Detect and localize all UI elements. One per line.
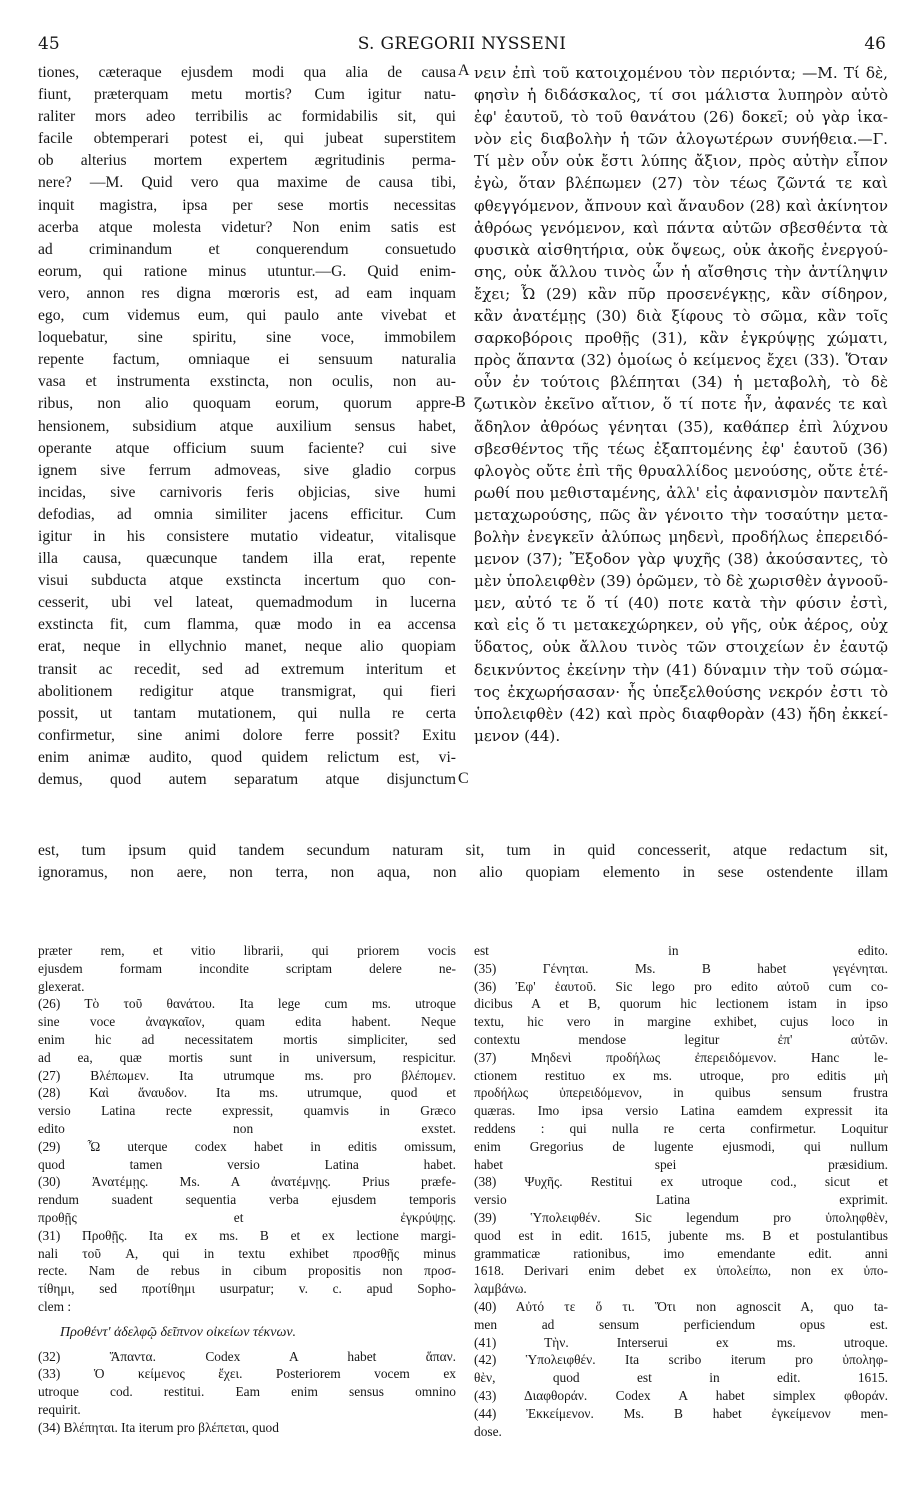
latin-text-line: vero, annon res digna mœroris est, ad eam inquam <box>38 284 456 302</box>
footnotes-left-column <box>38 942 456 1437</box>
page-number-left: 45 <box>38 34 60 54</box>
latin-text-line: facile obtemperari potest ei, qui jubeat superstitem <box>38 130 456 148</box>
greek-text-column <box>474 62 888 747</box>
greek-text-line: μενον (37); Ἔξοδον γὰρ ψυχῆς (38) ἀκούσαντες, τὸ <box>474 550 888 569</box>
footnote-line: versio Latina exprimit. <box>474 1192 888 1208</box>
footnote-line: sine voce ἀναγκαῖον, quam edita habent. Neque <box>38 1014 456 1030</box>
latin-text-line: visui subducta atque exstincta incertum quo con- <box>38 572 456 590</box>
latin-text-line: operante atque officium suum faciente? cui sive <box>38 439 456 457</box>
latin-text-line: demus, quod autem separatum atque disjunctum <box>38 771 456 788</box>
latin-text-line: possit, ut tantam mutationem, qui nulla re certa <box>38 704 456 722</box>
footnote-line: τίθημι, sed προτίθημι usurpatur; v. c. apud Sopho- <box>38 1281 456 1297</box>
greek-text-line: ζωτικὸν ἐκεῖνο αἴτιον, ὅ τί ποτε ἦν, ἀφανές τε καὶ <box>474 395 888 414</box>
latin-text-line: illa causa, quæcunque tandem illa erat, repente <box>38 550 456 568</box>
latin-text-line: cesserit, ubi vel lateat, quemadmodum in lucerna <box>38 594 456 612</box>
footnote-line: requirit. <box>38 1401 81 1417</box>
greek-text-line: κἂν ἀνατέμῃς (30) διὰ ξίφους τὸ σῶμα, κἂν τοῖς <box>474 307 888 326</box>
greek-text-line: τος ἐκχωρήσασαν· ἧς ὑπεξελθούσης νεκρόν ἐστι τὸ <box>474 682 888 701</box>
footnote-line: quæras. Imo ipsa versio Latina eamdem expressit ita <box>474 1103 888 1119</box>
greek-text-line: δεικνύντος ἐκείνην τὴν (41) δύναμιν τὴν τοῦ σώμα- <box>474 660 888 679</box>
footnotes-right-column <box>474 942 888 1440</box>
footnote-line: grammaticæ rationibus, imo emendante edit. anni <box>474 1245 888 1261</box>
greek-text-line: νειν ἐπὶ τοῦ κατοιχομένου τὸν περιόντα; —M. Τί δὲ, <box>474 64 888 82</box>
latin-text-line: ribus, non alio quoquam eorum, quorum appre- <box>38 395 456 413</box>
footnote-line: ad ea, quæ mortis sunt in universum, respicitur. <box>38 1049 456 1065</box>
greek-text-line: φησὶν ἡ διδάσκαλος, τί σοι μάλιστα λυπηρὸν αὐτὸ <box>474 86 888 105</box>
greek-text-line: μὲν ὑπολειφθὲν (39) ὁρῶμεν, τὸ δὲ χωρισθὲν ἀγνοοῦ- <box>474 572 888 591</box>
footnote-line: (28) Καὶ ἄναυδον. Ita ms. utrumque, quod et <box>38 1085 456 1101</box>
footnote-line: utroque cod. restitui. Eam enim sensus omnino <box>38 1384 456 1400</box>
footnote-line: versio Latina recte expressit, quamvis in Græco <box>38 1103 456 1119</box>
greek-text-line: ρωθί που μεθισταμένης, ἀλλ' εἰς ἀφανισμὸν παντελῆ <box>474 483 888 502</box>
greek-text-line: ἐγὼ, ὅταν βλέπωμεν (27) τὸν τέως ζῶντά τε καὶ <box>474 174 888 193</box>
latin-text-line: nere? —M. Quid vero qua maxime de causa tibi, <box>38 174 456 192</box>
footnote-line: recte. Nam de rebus in cibum propositis non προσ- <box>38 1263 456 1279</box>
footnote-line: (43) Διαφθοράν. Codex A habet simplex φθοράν. <box>474 1387 888 1403</box>
latin-text-line: incidas, sive carnivoris feris objicias, sive humi <box>38 483 456 501</box>
footnote-line: est in edito. <box>474 943 888 958</box>
footnote-line: glexerat. <box>38 978 85 994</box>
full-width-line: est, tum ipsum quid tandem secundum naturam sit, tum in quid concesserit, atque redactum sit, <box>38 842 888 859</box>
footnote-line: edito non exstet. <box>38 1120 456 1136</box>
footnote-line: enim Gregorius de lugente ejusmodi, qui nullum <box>474 1138 888 1154</box>
page-number-right: 46 <box>864 34 886 54</box>
footnote-line: προθῇς et ἐγκρύψῃς. <box>38 1209 456 1225</box>
greek-text-line: οὖν ἐν τούτοις βλέπηται (34) ἡ μεταβολὴ, τὸ δὲ <box>474 373 888 392</box>
page-header <box>38 34 886 56</box>
footnote-line: (39) Ὑπολειφθέν. Sic legendum pro ὑποληφθὲν, <box>474 1209 888 1225</box>
greek-text-line: σης, οὐκ ἄλλου τινὸς ὧν ἡ αἴσθησις τὴν ἀντίληψιν <box>474 262 888 281</box>
latin-text-line: fiunt, præterquam metu mortis? Cum igitur natu- <box>38 86 456 104</box>
footnote-line: (32) Ἅπαντα. Codex A habet ἅπαν. <box>38 1348 456 1364</box>
latin-text-line: erat, neque in ellychnio manet, neque alio quopiam <box>38 638 456 656</box>
greek-text-line: ἄδηλον ἀθρόως γένηται (35), καθάπερ ἐπὶ λύχνου <box>474 417 888 436</box>
latin-text-line: ego, cum videmus eum, qui paulo ante vivebat et <box>38 307 456 325</box>
footnote-line: (42) Ὑπολειφθέν. Ita scribo iterum pro ὑποληφ- <box>474 1352 888 1368</box>
footnote-line: rendum suadent sequentia verba ejusdem temporis <box>38 1192 456 1208</box>
footnote-line: quod tamen versio Latina habet. <box>38 1156 456 1172</box>
footnote-line: (36) Ἐφ' ἑαυτοῦ. Sic lego pro edito αὐτοῦ cum co- <box>474 978 888 994</box>
latin-text-line: enim animæ audito, quod quidem relictum est, vi- <box>38 748 456 766</box>
footnote-line: (44) Ἐκκείμενον. Ms. B habet ἐγκείμενον men- <box>474 1405 888 1421</box>
full-width-text <box>38 840 888 884</box>
latin-text-line: ad criminandum et conquerendum consuetudo <box>38 240 456 258</box>
footnote-line: θὲν, quod est in edit. 1615. <box>474 1370 888 1386</box>
latin-text-line: ignem sive ferrum admoveas, sive gladio corpus <box>38 461 456 479</box>
greek-text-line: ὕδατος, οὐκ ἄλλου τινὸς τῶν στοιχείων ἐν ἑαυτῷ <box>474 638 888 657</box>
footnote-line: (29) Ὦ uterque codex habet in editis omissum, <box>38 1138 456 1154</box>
footnote-line: dicibus A et B, quorum hic lectionem istam in ipso <box>474 996 888 1012</box>
footnote-line: (26) Τὸ τοῦ θανάτου. Ita lege cum ms. utroque <box>38 996 456 1012</box>
latin-text-line: hensionem, subsidium atque auxilium sensus habet, <box>38 417 456 435</box>
footnote-line: quod est in edit. 1615, jubente ms. B et postulantibus <box>474 1227 888 1243</box>
greek-text-line: ἔχει; Ὦ (29) κἂν πῦρ προσενέγκῃς, κἂν σίδηρον, <box>474 284 888 303</box>
footnote-line: contextu mendose legitur ἐπ' αὐτῶν. <box>474 1031 888 1047</box>
footnote-line: (38) Ψυχῆς. Restitui ex utroque cod., sicut et <box>474 1174 888 1190</box>
footnote-line: textu, hic vero in margine exhibet, cujus loco in <box>474 1014 888 1030</box>
greek-text-line: καὶ εἰς ὅ τι μετακεχώρηκεν, οὐ γῆς, οὐκ ἀέρος, οὐχ <box>474 616 888 635</box>
greek-text-line: μενον (44). <box>474 726 561 745</box>
margin-marker-c: C <box>458 770 469 787</box>
greek-text-line: φυσικὰ αἰσθητήρια, οὐκ ὄψεως, οὐκ ἀκοῆς ἐνεργού- <box>474 240 888 259</box>
greek-text-line: σαρκοβόροις προθῇς (31), κἂν ἐγκρύψῃς χώματι, <box>474 329 888 348</box>
footnote-line: enim hic ad necessitatem mortis simpliciter, sed <box>38 1031 456 1047</box>
footnote-line: λαμβάνω. <box>474 1281 527 1297</box>
sophocles-quote: Προθέντ' ἀδελφῷ δεῖπνον οἰκείων τέκνων. <box>60 1324 297 1340</box>
latin-text-line: inquit magistra, ipsa per sese mortis necessitas <box>38 196 456 214</box>
latin-text-line: confirmetur, sine animi dolore ferre possit? Exitu <box>38 726 456 744</box>
footnote-line: προδήλως ὑπερειδόμενον, in quibus sensum frustra <box>474 1085 888 1101</box>
footnote-line: 1618. Derivari enim debet ex ὑπολείπω, non ex ὑπο- <box>474 1263 888 1279</box>
footnote-line: (30) Ἀνατέμῃς. Ms. A ἀνατέμνῃς. Prius præfe- <box>38 1174 456 1190</box>
footnote-line: dose. <box>474 1423 502 1439</box>
greek-text-line: ἐφ' ἑαυτοῦ, τὸ τοῦ θανάτου (26) δοκεῖ; οὐ γὰρ ἱκα- <box>474 108 888 127</box>
footnote-line: (33) Ὁ κείμενος ἔχει. Posteriorem vocem ex <box>38 1366 456 1382</box>
running-title: S. GREGORII NYSSENI <box>357 34 567 54</box>
latin-text-line: repente factum, omniaque ei sensuum naturalia <box>38 351 456 369</box>
greek-text-line: πρὸς ἅπαντα (32) ὁμοίως ὁ κείμενος ἔχει (33). Ὅταν <box>474 351 888 370</box>
latin-text-line: acerba atque molesta videtur? Non enim satis est <box>38 218 456 236</box>
greek-text-line: μεν, αὐτό τε ὅ τί (40) ποτε κατὰ τὴν φύσιν ἐστὶ, <box>474 594 888 613</box>
greek-text-line: Τί μὲν οὖν οὐκ ἔστι λύπης ἄξιον, πρὸς αὐτὴν εἶπον <box>474 152 888 171</box>
footnote-line: nali τοῦ A, qui in textu exhibet προσθῇς minus <box>38 1245 456 1261</box>
footnote-line: men ad sensum perficiendum opus est. <box>474 1316 888 1332</box>
footnote-line: (27) Βλέπωμεν. Ita utrumque ms. pro βλέπομεν. <box>38 1067 456 1083</box>
latin-text-line: exstincta fit, cum flamma, quæ modo in ea accensa <box>38 616 456 634</box>
footnote-line: (37) Μηδενὶ προδήλως ἐπερειδόμενον. Hanc le- <box>474 1049 888 1065</box>
latin-text-line: eorum, qui ratione minus utuntur.—G. Quid enim- <box>38 262 456 280</box>
greek-text-line: ὑπολειφθὲν (42) καὶ πρὸς διαφθορὰν (43) ἤδη ἐκκεί- <box>474 704 888 723</box>
greek-text-line: νὸν εἰς διαβολὴν ἡ τῶν ἀλογωτέρων συνήθεια.—Γ. <box>474 130 888 149</box>
footnote-line: (31) Προθῇς. Ita ex ms. B et ex lectione margi- <box>38 1227 456 1243</box>
greek-text-line: φθεγγόμενον, ἄπνουν καὶ ἄναυδον (28) καὶ ἀκίνητον <box>474 196 888 215</box>
latin-text-line: tiones, cæteraque ejusdem modi qua alia de causa <box>38 64 456 81</box>
latin-text-line: ob alterius mortem expertem ægritudinis perma- <box>38 152 456 170</box>
footnote-line: ctionem restituo ex ms. utroque, pro editis μὴ <box>474 1067 888 1083</box>
latin-text-line: loquebatur, sine spiritu, sine voce, immobilem <box>38 329 456 347</box>
footnote-line: clem : <box>38 1298 72 1314</box>
greek-text-line: ἀθρόως γενόμενον, καὶ πάντα αὐτῶν σβεσθέντα τὰ <box>474 218 888 237</box>
latin-text-line: abolitionem redigitur atque transmigrat, qui fieri <box>38 682 456 700</box>
latin-text-line: vasa et instrumenta exstincta, non oculis, non au- <box>38 373 456 391</box>
latin-text-line: transit ac recedit, sed ad extremum interitum et <box>38 660 456 678</box>
latin-text-column <box>38 62 456 791</box>
footnote-line: præter rem, et vitio librarii, qui priorem vocis <box>38 943 456 958</box>
latin-text-line: raliter mors adeo terribilis ac formidabilis sit, qui <box>38 108 456 126</box>
footnote-line: ejusdem formam incondite scriptam delere ne- <box>38 960 456 976</box>
full-width-line: ignoramus, non aere, non terra, non aqua, non alio quopiam elemento in sese ostendente illam <box>38 864 888 882</box>
footnote-line: (41) Τὴν. Interserui ex ms. utroque. <box>474 1334 888 1350</box>
footnote-line: (35) Γένηται. Ms. B habet γεγένηται. <box>474 960 888 976</box>
greek-text-line: σβεσθέντος τῆς τέως ἐξαπτομένης ἐφ' ἑαυτοῦ (36) <box>474 439 888 458</box>
footnote-line: (40) Αὐτό τε ὅ τι. Ὅτι non agnoscit A, quo ta- <box>474 1298 888 1314</box>
greek-text-line: φλογὸς οὔτε ἐπὶ τῆς θρυαλλίδος μενούσης, οὔτε ἑτέ- <box>474 461 888 480</box>
footnote-line: (34) Βλέπηται. Ita iterum pro βλέπεται, quod <box>38 1419 279 1435</box>
latin-text-line: defodias, ad omnia similiter jacens efficitur. Cum <box>38 505 456 523</box>
footnote-line: habet spei præsidium. <box>474 1156 888 1172</box>
latin-text-line: igitur in his consistere mutatio videatur, vitalisque <box>38 527 456 545</box>
greek-text-line: βολὴν ἐνεγκεῖν ἀλύπως μηδενὶ, προδήλως ἐπερειδό- <box>474 527 888 546</box>
greek-text-line: μεταχωρούσης, πῶς ἂν γένοιτο τὴν τοσαύτην μετα- <box>474 505 888 524</box>
margin-marker-a: A <box>458 62 470 79</box>
margin-marker-b: B <box>455 394 466 411</box>
footnote-line: reddens : qui nulla re certa confirmetur. Loquitur <box>474 1120 888 1136</box>
